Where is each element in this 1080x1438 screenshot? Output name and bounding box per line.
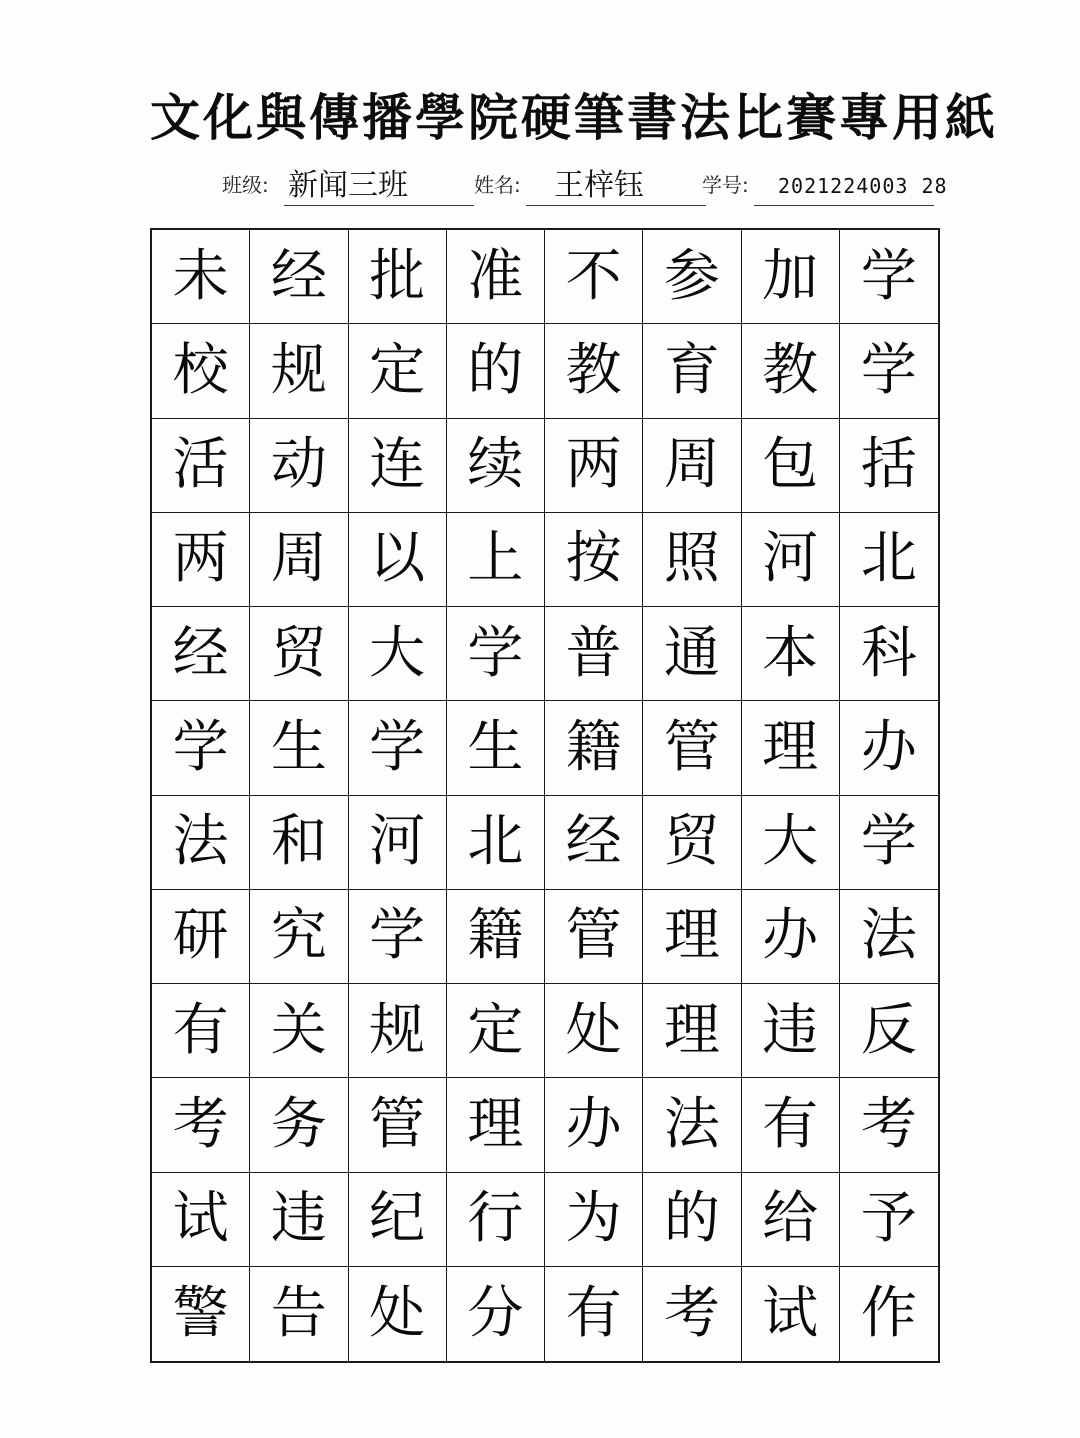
grid-cell: 管 (643, 701, 741, 795)
grid-cell: 反 (840, 984, 938, 1078)
grid-cell: 行 (447, 1173, 545, 1267)
grid-cell: 生 (447, 701, 545, 795)
grid-cell: 研 (152, 890, 250, 984)
grid-cell: 办 (742, 890, 840, 984)
grid-cell: 作 (860, 1280, 917, 1346)
grid-cell: 定 (447, 984, 545, 1078)
grid-cell: 贸 (250, 607, 348, 701)
character-grid (150, 228, 940, 1363)
name-label: 姓名: (474, 173, 521, 197)
grid-cell: 给 (742, 1173, 840, 1267)
student-id-field (702, 160, 948, 210)
grid-cell: 考 (643, 1267, 741, 1361)
grid-cell: 予 (840, 1173, 938, 1267)
grid-cell: 教 (742, 324, 840, 418)
grid-cell: 连 (349, 419, 447, 513)
grid-cell: 普 (545, 607, 643, 701)
grid-cell: 校 (152, 324, 250, 418)
grid-cell: 理 (447, 1078, 545, 1172)
name-value: 王梓钰 (554, 168, 644, 203)
grid-cell: 处 (545, 984, 643, 1078)
grid-cell: 学 (840, 230, 938, 324)
grid-cell: 大 (742, 796, 840, 890)
grid-cell: 定 (349, 324, 447, 418)
grid-cell: 关 (250, 984, 348, 1078)
grid-cell: 以 (349, 513, 447, 607)
student-id-value: 2021224003 28 (778, 174, 948, 198)
grid-cell: 究 (250, 890, 348, 984)
grid-cell: 籍 (545, 701, 643, 795)
grid-cell: 管 (349, 1078, 447, 1172)
grid-cell: 理 (742, 701, 840, 795)
grid-cell: 生 (250, 701, 348, 795)
grid-cell: 河 (742, 513, 840, 607)
grid-cell: 通 (643, 607, 741, 701)
grid-cell: 理 (643, 984, 741, 1078)
grid-cell: 周 (250, 513, 348, 607)
grid-cell: 有 (152, 984, 250, 1078)
grid-cell: 两 (545, 419, 643, 513)
grid-cell: 参 (643, 230, 741, 324)
grid-cell: 活 (152, 419, 250, 513)
name-underline (526, 205, 706, 206)
grid-cell: 法 (152, 796, 250, 890)
grid-cell: 经 (545, 796, 643, 890)
sheet-title: 文化與傳播學院硬筆書法比賽專用紙 (150, 88, 998, 147)
grid-cell: 考 (152, 1078, 250, 1172)
grid-cell: 违 (250, 1173, 348, 1267)
grid-cell: 试 (152, 1173, 250, 1267)
grid-cell: 续 (447, 419, 545, 513)
grid-cell: 理 (643, 890, 741, 984)
grid-cell: 批 (349, 230, 447, 324)
grid-cell: 法 (643, 1078, 741, 1172)
grid-cell: 按 (545, 513, 643, 607)
grid-cell: 学 (349, 890, 447, 984)
grid-cell: 法 (840, 890, 938, 984)
grid-cell: 纪 (349, 1173, 447, 1267)
grid-cell: 不 (545, 230, 643, 324)
grid-cell: 照 (643, 513, 741, 607)
name-field (474, 160, 714, 210)
grid-cell: 学 (840, 796, 938, 890)
grid-cell: 籍 (447, 890, 545, 984)
class-value: 新闻三班 (288, 168, 408, 203)
grid-cell: 规 (349, 984, 447, 1078)
grid-cell: 学 (447, 607, 545, 701)
grid-cell: 考 (840, 1078, 938, 1172)
grid-cell: 学 (349, 701, 447, 795)
grid-cell: 北 (840, 513, 938, 607)
grid-cell: 育 (643, 324, 741, 418)
grid-cell: 包 (742, 419, 840, 513)
grid-cell: 办 (545, 1078, 643, 1172)
grid-cell: 学 (840, 324, 938, 418)
grid-cell: 办 (840, 701, 938, 795)
student-id-underline (754, 205, 934, 206)
class-underline (284, 205, 474, 206)
student-id-label: 学号: (702, 173, 749, 197)
grid-cell: 加 (742, 230, 840, 324)
grid-cell: 河 (349, 796, 447, 890)
grid-cell: 处 (349, 1267, 447, 1361)
grid-cell: 有 (545, 1267, 643, 1361)
grid-cell: 本 (742, 607, 840, 701)
grid-cell: 北 (447, 796, 545, 890)
grid-cell: 试 (742, 1267, 840, 1361)
grid-cell: 的 (643, 1173, 741, 1267)
grid-cell: 违 (742, 984, 840, 1078)
grid-cell: 经 (152, 607, 250, 701)
grid-cell: 有 (742, 1078, 840, 1172)
grid-cell: 学 (152, 701, 250, 795)
grid-cell: 分 (447, 1267, 545, 1361)
student-info-row (0, 160, 1080, 210)
grid-cell: 科 (840, 607, 938, 701)
class-field (222, 160, 462, 210)
grid-cell: 经 (250, 230, 348, 324)
grid-cell: 动 (250, 419, 348, 513)
grid-cell: 周 (643, 419, 741, 513)
grid-cell: 警 (152, 1267, 250, 1361)
grid-cell: 的 (447, 324, 545, 418)
grid-cell: 贸 (643, 796, 741, 890)
grid-cell: 上 (447, 513, 545, 607)
grid-cell: 括 (840, 419, 938, 513)
grid-cell: 两 (152, 513, 250, 607)
grid-cell: 告 (250, 1267, 348, 1361)
class-label: 班级: (222, 173, 269, 197)
grid-cell: 为 (545, 1173, 643, 1267)
grid-cell: 大 (349, 607, 447, 701)
grid-cell: 教 (545, 324, 643, 418)
grid-cell: 准 (447, 230, 545, 324)
grid-cell: 管 (545, 890, 643, 984)
grid-cell: 未 (152, 230, 250, 324)
grid-cell: 规 (250, 324, 348, 418)
grid-cell: 和 (250, 796, 348, 890)
grid-cell: 务 (250, 1078, 348, 1172)
